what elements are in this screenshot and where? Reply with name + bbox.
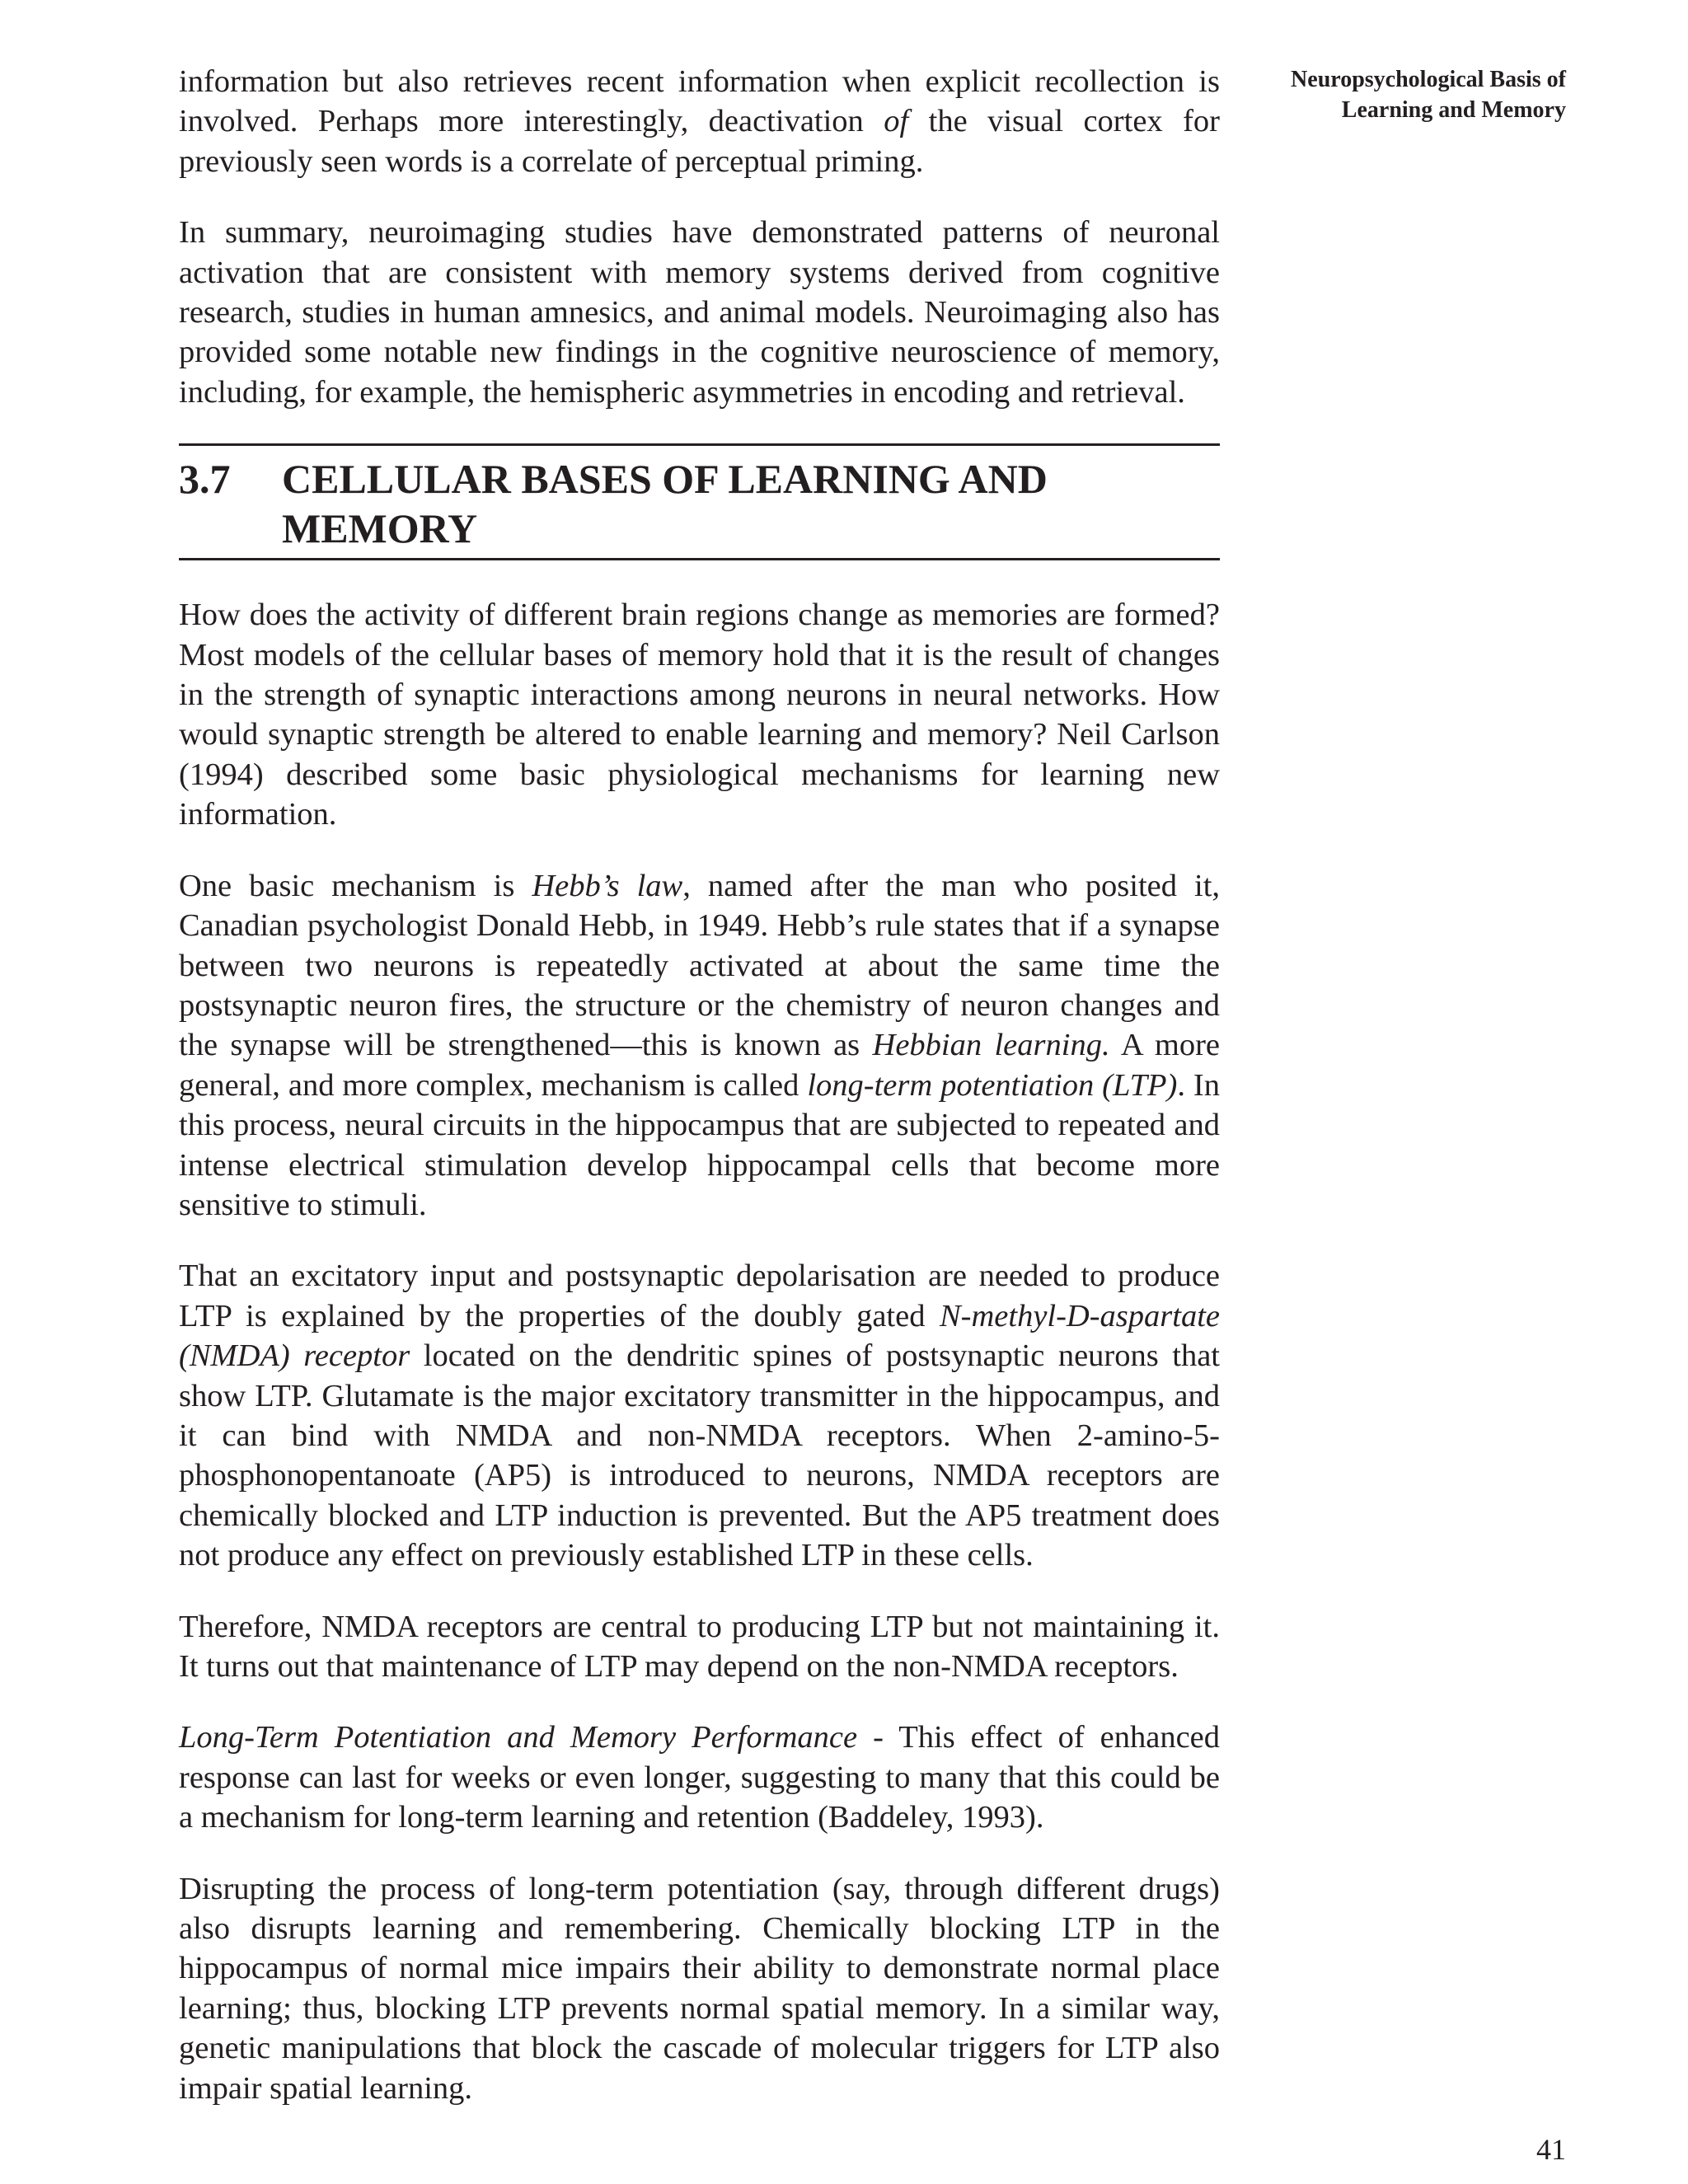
running-head: [1195, 64, 1566, 125]
running-head-line-1: Neuropsychological Basis of: [1291, 67, 1566, 92]
paragraph-disrupting-ltp: Disrupting the process of long-term potentiation (say, through different drugs) also disrupts learning and remembering. Chemically blocking LTP in the hippocampus of normal mice impairs their ability to demonstrate normal place learning; thus, blocking LTP prevents normal spatial memory. In a similar way, genetic manipulations that block the cascade of molecular triggers for LTP also impair spatial learning.: [179, 1871, 1220, 2106]
term-nmda-receptor: N-methyl-D-aspartate (NMDA) receptor: [179, 1298, 1220, 1374]
running-head-line-2: Learning and Memory: [1341, 97, 1566, 123]
section-heading: [179, 443, 1220, 560]
term-ltp-memory-performance: Long-Term Potentiation and Memory Performance: [179, 1720, 858, 1755]
term-ltp: long-term potentiation (LTP): [807, 1067, 1178, 1103]
paragraph-hebbs-law: One basic mechanism is Hebb’s law, named after the man who posited it, Canadian psychologist Donald Hebb, in 1949. Hebb’s rule states that if a synapse between two neurons is repeatedly activated at about the same time the postsynaptic neuron fires, the structure or the chemistry of neuron changes and the synapse will be strengthened—this is known as Hebbian learning. A more general, and more complex, mechanism is called long-term potentiation (LTP). In this process, neural circuits in the hippocampus that are subjected to repeated and intense electrical stimulation develop hippocampal cells that become more sensitive to stimuli.: [179, 868, 1221, 1222]
term-hebbs-law: Hebb’s law: [532, 868, 683, 903]
section-title: CELLULAR BASES OF LEARNING AND MEMORY: [282, 456, 1048, 552]
paragraph-ltp-memory-performance: Long-Term Potentiation and Memory Performance - This effect of enhanced response can last for weeks or even longer, suggesting to many that this could be a mechanism for long-term learning and retention (Baddeley, 1993).: [179, 1720, 1221, 1835]
term-hebbian-learning: Hebbian learning.: [872, 1028, 1110, 1063]
paragraph-nmda-conclusion: Therefore, NMDA receptors are central to producing LTP but not maintaining it. It turns out that maintenance of LTP may depend on the non-NMDA receptors.: [179, 1609, 1220, 1684]
paragraph-nmda-receptor: That an excitatory input and postsynaptic depolarisation are needed to produce LTP is explained by the properties of the doubly gated N-methyl-D-aspartate (NMDA) receptor located on the dendritic spines of postsynaptic neurons that show LTP. Glutamate is the major excitatory transmitter in the hippocampus, and it can bind with NMDA and non-NMDA receptors. When 2-amino-5-phosphonopentanoate (AP5) is introduced to neurons, NMDA receptors are chemically blocked and LTP induction is prevented. But the AP5 treatment does not produce any effect on previously established LTP in these cells.: [179, 1258, 1220, 1573]
paragraph-brain-regions: How does the activity of different brain regions change as memories are formed? Most models of the cellular bases of memory hold that it is the result of changes in the strength of synaptic interactions among neurons in neural networks. How would synaptic strength be altered to enable learning and memory? Neil Carlson (1994) described some basic physiological mechanisms for learning new information.: [179, 598, 1220, 832]
page-number: 41: [1536, 2133, 1566, 2166]
main-content: [179, 62, 1220, 2139]
paragraph-intro: information but also retrieves recent information when explicit recollection is involved. Perhaps more interestingly, deactivation of the visual cortex for previously seen words is a correlate of perceptual priming.: [179, 64, 1220, 179]
italic-of: of: [884, 104, 909, 139]
section-number: 3.7: [179, 456, 231, 503]
paragraph-summary: In summary, neuroimaging studies have demonstrated patterns of neuronal activation that are consistent with memory systems derived from cognitive research, studies in human amnesics, and animal models. Neuroimaging also has provided some notable new findings in the cognitive neuroscience of memory, including, for example, the hemispheric asymmetries in encoding and retrieval.: [179, 215, 1220, 410]
